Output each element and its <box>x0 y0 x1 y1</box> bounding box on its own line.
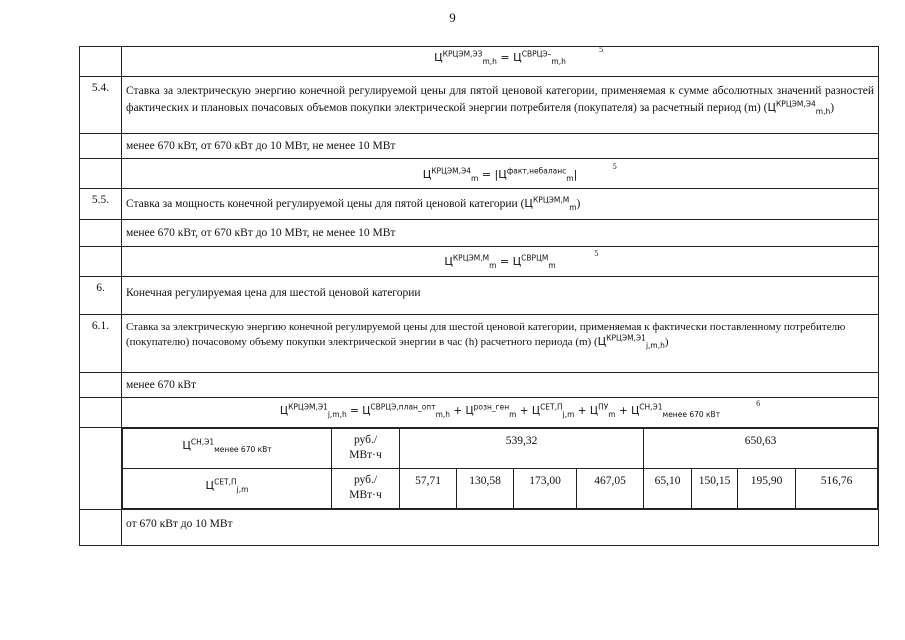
value-cell: 65,10 <box>644 469 692 509</box>
item-text: Ставка за электрическую энергию конечной регулируемой цены для шестой ценовой категории, применяемая к фактически поставленному потребителю (покупателю) почасовому объему покупки электрической энергии в час (h) расчетного периода (m) $(Ц^{КРЦЭМ,Э1}_{j,m,h})$ <box>122 315 879 373</box>
voltage-label: от 670 кВт до 10 МВт <box>122 510 879 546</box>
voltage-label: менее 670 кВт, от 670 кВт до 10 МВт, не менее 10 МВт <box>122 220 879 247</box>
value-cell: 516,76 <box>796 469 878 509</box>
table-row <box>123 429 878 469</box>
formula-e1: $Ц^{КРЦЭМ,Э1}_{j,m,h} = Ц^{СВРЦЭ,план\_опт}_{m,h} + Ц^{розн\_ген}_m + Ц^{СЕТ,П}_{j,m} + Ц^{ПУ}_m + Ц^{СН,Э1}_{менее 670 кВт}$ 6 <box>279 399 761 420</box>
value-cell: 539,32 <box>400 429 644 469</box>
table-row <box>123 469 878 509</box>
formula-e4: $Ц^{КРЦЭМ,Э4}_m = |Ц^{факт,небаланс}_m|$ 5 <box>422 162 617 184</box>
formula-m: $Ц^{КРЦЭМ,М}_m = Ц^{СВРЦМ}_m$ 5 <box>444 249 599 271</box>
value-cell: 150,15 <box>692 469 738 509</box>
voltage-label: менее 670 кВт, от 670 кВт до 10 МВт, не менее 10 МВт <box>122 134 879 159</box>
item-text: Конечная регулируемая цена для шестой ценовой категории <box>122 277 879 315</box>
formula-row-e1 <box>80 398 879 428</box>
item-text: Ставка за мощность конечной регулируемой цены для пятой ценовой категории $(Ц^{КРЦЭМ,М}_m)$ <box>122 189 879 220</box>
formula-row-e3 <box>80 47 879 77</box>
symbol-cell: $Ц^{СН,Э1}_{менее 670 кВт}$ <box>123 429 332 469</box>
symbol-cell: $Ц^{СЕТ,П}_{j,m}$ <box>123 469 332 509</box>
footnote-ref: 5 <box>599 45 604 54</box>
footnote-ref: 6 <box>756 399 761 408</box>
item-text: Ставка за электрическую энергию конечной регулируемой цены для пятой ценовой категории, применяемая к сумме абсолютных значений разностей фактических и плановых почасовых объемов покупки электрической энергии потребителя (покупателя) за расчетный период (m) $(Ц^{КРЦЭМ,Э4}_{m,h})$ <box>122 77 879 134</box>
footnote-ref: 5 <box>612 162 617 171</box>
tariff-table <box>79 46 879 546</box>
formula-row-e4 <box>80 159 879 189</box>
value-cell: 650,63 <box>644 429 878 469</box>
value-cell: 467,05 <box>577 469 644 509</box>
voltage-row <box>80 510 879 546</box>
footnote-ref: 5 <box>594 249 599 258</box>
values-table <box>122 428 878 509</box>
voltage-row <box>80 220 879 247</box>
page-number: 9 <box>449 10 456 25</box>
item-number: 5.5. <box>80 189 122 220</box>
value-cell: 195,90 <box>738 469 796 509</box>
unit-cell: руб./ МВт·ч <box>332 469 400 509</box>
symbol: $Ц^{КРЦЭМ,Э4}_{m,h}$ <box>767 99 831 116</box>
item-number: 5.4. <box>80 77 122 134</box>
row-6-1 <box>80 315 879 373</box>
item-number: 6. <box>80 277 122 315</box>
formula-e3: $Ц^{КРЦЭМ,ЭЗ}_{m,h} = Ц^{СВРЦЭ-}_{m,h}$ 5 <box>434 45 604 67</box>
unit-cell: руб./ МВт·ч <box>332 429 400 469</box>
item-number: 6.1. <box>80 315 122 373</box>
voltage-row <box>80 134 879 159</box>
row-5-4 <box>80 77 879 134</box>
row-6 <box>80 277 879 315</box>
value-cell: 130,58 <box>457 469 514 509</box>
voltage-row <box>80 373 879 398</box>
formula-row-m <box>80 247 879 277</box>
values-row <box>80 428 879 510</box>
row-5-5 <box>80 189 879 220</box>
value-cell: 173,00 <box>514 469 577 509</box>
symbol: $Ц^{КРЦЭМ,М}_m$ <box>524 195 577 213</box>
value-cell: 57,71 <box>400 469 457 509</box>
symbol: $Ц^{КРЦЭМ,Э1}_{j,m,h}$ <box>597 333 665 351</box>
voltage-label: менее 670 кВт <box>122 373 879 398</box>
